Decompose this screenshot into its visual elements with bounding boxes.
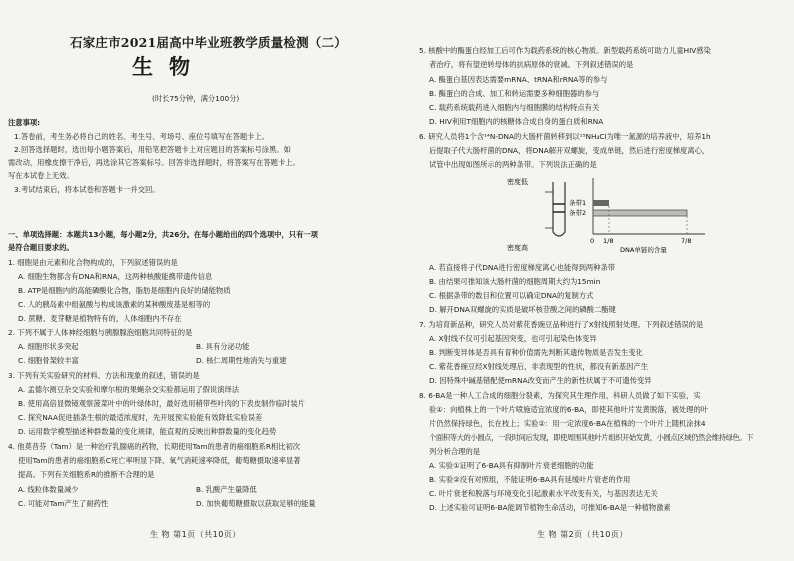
question-7-option-b: B. 判断变异体是否具有育种价值需先判断其遗传物质是否发生变化 [429,348,643,357]
notice-line: 2.回答选择题时，选出每小题答案后，用铅笔把答题卡上对应题目的答案标号涂黑。如 [14,145,291,154]
section-heading: 是符合题目要求的。 [8,243,74,252]
question-6-option-c: C. 根据条带的数目和位置可以确定DNA的复制方式 [429,291,594,300]
question-2-option-b: B. 具有分泌功能 [196,342,250,351]
label-density-high: 密度高 [507,244,528,252]
question-7-option-d: D. 因特殊中碱基错配使mRNA改变而产生的新性状属于不可遗传变异 [429,376,652,385]
question-8-option-c: C. 叶片衰老和脱落与环境变化引起激素水平改变有关，与基因表达无关 [429,489,658,498]
centrifuge-band-figure [505,170,715,255]
question-8-stem: 8. 6-BA是一种人工合成的细胞分裂素，为探究其生理作用，科研人员做了如下实验，实 [419,391,701,400]
question-8-option-d: D. 上述实验可证明6-BA能调节植物生命活动，可推知6-BA是一种植物激素 [429,503,671,512]
question-4-stem: 使用Tam的患者的癌细胞系C死亡率明显下降、氧气消耗速率降低，葡萄糖摄取速率显著 [18,456,301,465]
question-6-stem: 6. 研究人员将1个含¹⁴N-DNA的大肠杆菌转移到以¹⁵NH₄Cl为唯一氮源的培养液中，培养1h [419,132,711,141]
notice-line: 3.考试结束后，将本试卷和答题卡一并交回。 [14,185,160,194]
band-2-label: 条带2 [569,209,587,217]
question-1-stem: 1. 细胞是由元素和化合物构成的，下列叙述错误的是 [8,258,178,267]
question-1-option-c: C. 人的胰岛素中组氨酸与构成该激素的某种酸废基是相等的 [18,300,211,309]
question-1-option-b: B. ATP是细胞内的高能磷酸化合物，脂肪是细胞内良好的储能物质 [18,286,231,295]
page-footer: 生 物 第2页（共10页） [537,530,628,539]
question-3-option-c: C. 探究NAA促进插条生根的最适浓度时，先开展预实验能有效降低实验误差 [18,413,263,422]
question-5-option-c: C. 载药系统载药进入细胞内与细胞膜的结构特点有关 [429,103,600,112]
section-heading: 一、单项选择题：本题共13小题，每小题2分，共26分。在每小题给出的四个选项中，只有一项 [8,230,318,239]
question-8-option-a: A. 实验①证明了6-BA具有抑制叶片衰老细胞的功能 [429,461,594,470]
question-2-option-d: D. 核仁周期性地消失与重建 [196,356,287,365]
test-tube [553,182,565,236]
question-8-option-b: B. 实验②没有对照组，不能证明6-BA具有延缓叶片衰老的作用 [429,475,631,484]
question-1-option-a: A. 细胞生物都含有DNA和RNA，这两种核酸能携带遗传信息 [18,272,213,281]
bar-band-2 [593,210,687,216]
question-3-stem: 3. 下列有关实验研究的材料、方法和现象的叙述，错误的是 [8,371,200,380]
question-6-option-d: D. 解开DNA双螺旋的实质是破坏核苷酸之间的磷酸二酯键 [429,305,616,314]
question-3-option-a: A. 孟德尔测豆杂交实验和摩尔根的果蝇杂交实验都运用了假说演绎法 [18,385,240,394]
band-1-label: 条带1 [569,199,587,207]
question-4-stem: 提高。下列有关细胞系R的推断不合理的是 [18,470,155,479]
exam-duration: (时长75分钟，满分100分) [152,94,240,103]
question-7-option-a: A. X射线不仅可引起基因突变，也可引起染色体变异 [429,334,597,343]
question-6-stem: 试管中出现如图所示的两种条带。下列说法正确的是 [429,160,597,169]
bar-band-1 [593,200,609,206]
label-density-low: 密度低 [507,178,528,186]
question-3-option-d: D. 运用数学模型描述种群数量的变化规律，能直观的反映出种群数量的变化趋势 [18,427,277,436]
x-tick: 1/8 [603,237,614,245]
exam-page-right [397,0,794,561]
x-tick: 7/8 [681,237,692,245]
question-8-stem: 列分析合理的是 [429,447,481,456]
question-5-option-d: D. HIV利用T细胞内的核糖体合成自身的蛋白质和RNA [429,117,604,126]
question-4-option-d: D. 加快葡萄糖摄取以获取足够的能量 [196,499,316,508]
question-4-option-b: B. 乳酸产生量降低 [196,485,257,494]
question-6-option-a: A. 若直接将子代DNA进行密度梯度离心也能得到两种条带 [429,263,616,272]
question-2-stem: 2. 下列不属于人体神经细胞与胰腺腺泡细胞共同特征的是 [8,328,193,337]
question-5-stem: 者治疗，将有望逆转母体的抗病原体的衰减。下列叙述错误的是 [429,60,634,69]
notice-line: 写在本试卷上无效。 [8,171,74,180]
question-2-option-c: C. 细胞骨架较丰富 [18,356,79,365]
x-tick: 0 [590,237,595,245]
question-6-stem: 后提取子代大肠杆菌的DNA，将DNA解开双螺旋，变成单链，然后进行密度梯度离心， [429,146,710,155]
notice-line: 1.答卷前，考生务必将自己的姓名、考生号、考场号、座位号填写在答题卡上。 [14,132,270,141]
question-3-option-b: B. 使用高倍显微镜观察菠菜叶中的叶绿体时，最好选用稍带些叶肉的下表皮制作临时装片 [18,399,305,408]
question-1-option-d: D. 蔗糖、麦芽糖是植物特有的，人体细胞内不存在 [18,314,182,323]
question-5-option-a: A. 酶蛋白基因表达需要mRNA、tRNA和rRNA等的参与 [429,75,608,84]
question-8-stem: 个面积等大的小圆点，一段时间后发现，即使周围其他叶片组织开始发黄，小圆点区域仍然会维持绿色。下 [429,433,754,442]
question-7-stem: 7. 为培育新品种，研究人员对紫花香豌豆品种进行了X射线照射处理。下列叙述错误的是 [419,320,704,329]
question-2-option-a: A. 细胞形状多突起 [18,342,79,351]
question-8-stem: 片仍然保持绿色，长在枝上；实验②：用一定浓度6-BA在植株的一个叶片上随机涂抹4 [429,419,706,428]
page-footer: 生 物 第1页（共10页） [150,530,241,539]
question-4-stem: 4. 他莫昔芬（Tam）是一种治疗乳腺癌的药物，长期使用Tam的患者的癌细胞系R相比初次 [8,442,301,451]
notice-line: 需改动，用橡皮擦干净后，再选涂其它答案标号。回答非选择题时，将答案写在答题卡上。 [8,158,300,167]
notice-heading: 注意事项: [8,118,41,127]
question-5-option-b: B. 酶蛋白的合成、加工和转运需要多种细胞器的参与 [429,89,600,98]
subject-title: 生物 [132,54,206,79]
question-6-option-b: B. 由结果可推知该大肠杆菌的细胞周期大约为15min [429,277,601,286]
question-4-option-c: C. 可能对Tam产生了耐药性 [18,499,109,508]
x-axis-title: DNA单链的含量 [620,246,667,254]
question-7-option-c: C. 紫花香豌豆经X射线处理后，非表现型的性状，都没有新基因产生 [429,362,649,371]
question-4-option-a: A. 线粒体数量减少 [18,485,79,494]
question-5-stem: 5. 核酸中的酶蛋白经加工后可作为载药系统的核心物质。新型载药系统可助力儿童HIV感染 [419,46,711,55]
question-8-stem: 验①：向植株上的一个叶片喷施适宜浓度的6-BA，即使其他叶片发黄脱落，被处理的叶 [429,405,709,414]
exam-title: 石家庄市2021届高中毕业班教学质量检测（二） [70,35,347,50]
